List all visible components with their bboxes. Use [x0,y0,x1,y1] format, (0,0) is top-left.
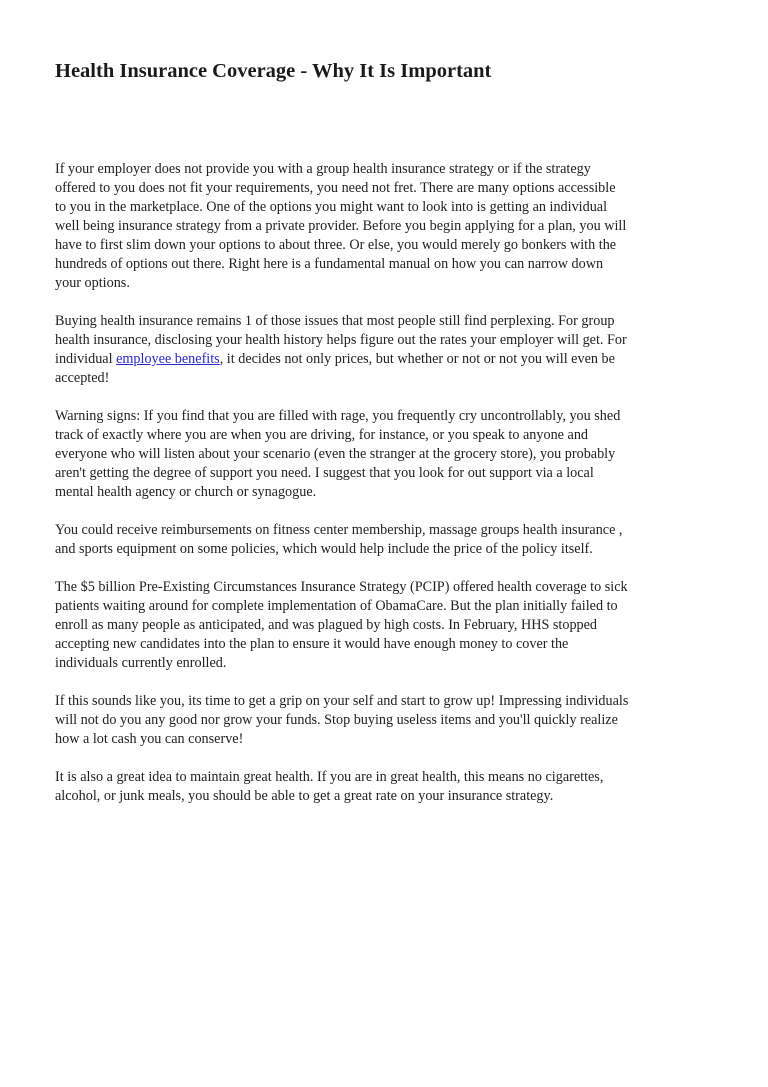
document-body [55,160,715,825]
text-line [55,369,715,388]
text-line [55,521,715,540]
text-segment: individuals currently enrolled. [55,655,227,671]
text-line [55,407,715,426]
text-line [55,635,715,654]
text-line [55,236,715,255]
text-segment: offered to you does not fit your requirements, you need not fret. There are many options accessible [55,180,616,196]
text-segment: well being insurance strategy from a private provider. Before you begin applying for a plan, you will [55,218,627,234]
text-segment: mental health agency or church or synagogue. [55,484,317,500]
text-line [55,483,715,502]
text-segment: enroll as many people as anticipated, and was plagued by high costs. In February, HHS stopped [55,617,598,633]
text-line [55,179,715,198]
text-line [55,312,715,331]
text-line [55,768,715,787]
text-segment: your options. [55,275,130,291]
text-line [55,730,715,749]
text-line [55,274,715,293]
text-line [55,350,715,369]
paragraph [55,312,715,388]
paragraph [55,768,715,806]
text-line [55,445,715,464]
paragraph [55,578,715,673]
text-segment: If your employer does not provide you with a group health insurance strategy or if the strategy [55,161,591,177]
text-segment: everyone who will listen about your scenario (even the stranger at the grocery store), you probably [55,446,616,462]
text-segment: individual [55,351,117,367]
paragraph [55,160,715,293]
text-line [55,616,715,635]
text-segment: how a lot cash you can conserve! [55,731,244,747]
text-segment: to you in the marketplace. One of the options you might want to look into is getting an individual [55,199,608,215]
text-segment: Warning signs: If you find that you are filled with rage, you frequently cry uncontrollably, you shed [55,408,621,424]
paragraph [55,692,715,749]
text-segment: alcohol, or junk meals, you should be able to get a great rate on your insurance strategy. [55,788,554,804]
text-segment: It is also a great idea to maintain great health. If you are in great health, this means no cigarettes, [55,769,604,785]
text-segment: If this sounds like you, its time to get a grip on your self and start to grow up! Impressing individuals [55,693,629,709]
text-line [55,255,715,274]
text-line [55,597,715,616]
text-line [55,331,715,350]
document-title: Health Insurance Coverage - Why It Is Important [55,60,492,82]
text-segment: will not do you any good nor grow your funds. Stop buying useless items and you'll quickly realize [55,712,618,728]
text-segment: patients waiting around for complete implementation of ObamaCare. But the plan initially failed to [55,598,618,614]
text-segment: have to first slim down your options to about three. Or else, you would merely go bonkers with the [55,237,617,253]
text-line [55,654,715,673]
text-segment: Buying health insurance remains 1 of those issues that most people still find perplexing. For group [55,313,615,329]
employee-benefits-link[interactable]: employee benefits [116,351,220,367]
paragraph [55,407,715,502]
text-segment: You could receive reimbursements on fitness center membership, massage groups health insurance , [55,522,623,538]
text-line [55,217,715,236]
text-line [55,198,715,217]
text-line [55,787,715,806]
text-line [55,160,715,179]
text-segment: accepted! [55,370,110,386]
text-segment: aren't getting the degree of support you need. I suggest that you look for out support via a local [55,465,594,481]
paragraph [55,521,715,559]
text-line [55,692,715,711]
text-segment: hundreds of options out there. Right here is a fundamental manual on how you can narrow down [55,256,604,272]
text-line [55,464,715,483]
text-line [55,540,715,559]
text-segment: , it decides not only prices, but whether or not or not you will even be [219,351,615,367]
text-line [55,711,715,730]
text-segment: track of exactly where you are when you are driving, for instance, or you speak to anyone and [55,427,589,443]
text-segment: and sports equipment on some policies, which would help include the price of the policy itself. [55,541,593,557]
text-segment: accepting new candidates into the plan to ensure it would have enough money to cover the [55,636,569,652]
text-line [55,426,715,445]
text-segment: The $5 billion Pre-Existing Circumstances Insurance Strategy (PCIP) offered health coverage to sick [55,579,628,595]
text-line [55,578,715,597]
text-segment: health insurance, disclosing your health history helps figure out the rates your employer will get. For [55,332,627,348]
